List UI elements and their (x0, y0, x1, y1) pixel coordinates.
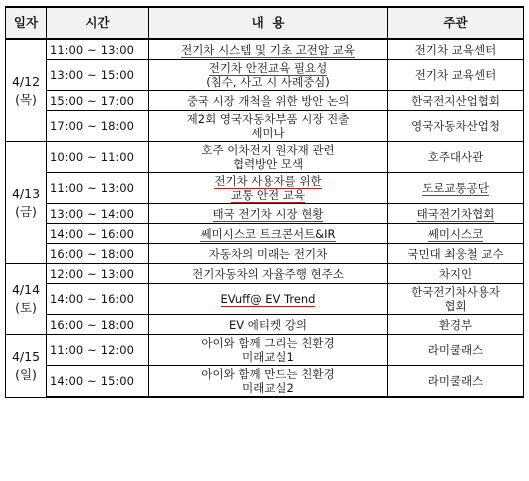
time-start: 11:00 (50, 42, 84, 57)
host-cell (388, 335, 524, 366)
time-cell (47, 244, 149, 264)
time-separator: ~ (87, 226, 97, 241)
table-row (6, 60, 524, 91)
weekday-label: (일) (15, 366, 37, 382)
time-start: 10:00 (50, 150, 84, 164)
content-line: 교통 안전 교육 (231, 188, 305, 202)
table-row (6, 142, 524, 173)
host-line: 쎄미시스코 (427, 226, 484, 241)
content-cell (149, 111, 388, 142)
time-separator: ~ (87, 150, 97, 164)
table-row (6, 111, 524, 142)
time-end: 12:00 (100, 343, 134, 357)
table-row (6, 39, 524, 60)
content-cell (149, 91, 388, 111)
time-end: 17:00 (100, 93, 134, 108)
header-host: 주관 (388, 7, 524, 39)
host-line: 전기차 교육센터 (414, 68, 497, 82)
time-start: 11:00 (50, 181, 84, 195)
host-line: 국민대 최웅철 교수 (407, 246, 504, 261)
time-start: 15:00 (50, 93, 84, 108)
table-row (6, 244, 524, 264)
host-line: 도로교통공단 (422, 181, 489, 195)
host-line: 한국전지산업협회 (411, 93, 500, 108)
header-date: 일자 (6, 7, 47, 39)
table-row (6, 284, 524, 315)
content-cell (149, 173, 388, 204)
event-schedule-table (5, 6, 524, 398)
time-cell (47, 142, 149, 173)
time-separator: ~ (87, 246, 97, 261)
time-start: 16:00 (50, 317, 84, 332)
content-line: 미래교실1 (242, 350, 294, 364)
content-cell (149, 264, 388, 284)
weekday-label: (토) (15, 300, 37, 315)
time-separator: ~ (87, 206, 97, 221)
time-separator: ~ (87, 68, 97, 82)
content-line: 전기차 사용자를 위한 (214, 174, 322, 188)
time-separator: ~ (87, 42, 97, 57)
table-row (6, 91, 524, 111)
host-cell (388, 39, 524, 60)
table-row (6, 224, 524, 244)
schedule-sheet (5, 6, 523, 398)
time-cell (47, 366, 149, 398)
time-end: 18:00 (100, 246, 134, 261)
time-end: 13:00 (100, 266, 134, 281)
time-cell (47, 60, 149, 91)
date-cell-0412 (6, 39, 47, 142)
host-line: 환경부 (438, 317, 473, 332)
time-start: 14:00 (50, 226, 84, 241)
time-separator: ~ (87, 93, 97, 108)
host-line: 라미쿨래스 (427, 374, 484, 388)
host-line: 호주대사관 (427, 150, 484, 164)
table-row (6, 264, 524, 284)
host-line: 한국전기차사용자 (411, 285, 500, 299)
time-separator: ~ (87, 374, 97, 388)
time-end: 16:00 (100, 226, 134, 241)
content-line: 자동차의 미래는 전기차 (208, 246, 328, 261)
host-line: 태국전기차협회 (416, 206, 495, 221)
content-line: 제2회 영국자동차부품 시장 진출 (186, 112, 350, 126)
host-line: 전기차 교육센터 (414, 42, 497, 57)
time-separator: ~ (87, 317, 97, 332)
table-row (6, 204, 524, 224)
time-end: 13:00 (100, 181, 134, 195)
weekday-label: (금) (15, 203, 37, 219)
time-start: 11:00 (50, 343, 84, 357)
date-cell-0413 (6, 142, 47, 264)
time-start: 12:00 (50, 266, 84, 281)
table-row (6, 366, 524, 398)
content-line: 전기차 안전교육 필요성 (208, 61, 328, 75)
host-line: 영국자동차산업청 (411, 119, 500, 133)
host-line: 차지인 (438, 266, 473, 281)
time-end: 11:00 (100, 150, 134, 164)
time-end: 15:00 (100, 374, 134, 388)
host-cell (388, 60, 524, 91)
content-line: 아이와 함께 그리는 친환경 (201, 336, 335, 350)
time-end: 15:00 (100, 68, 134, 82)
time-start: 13:00 (50, 206, 84, 221)
host-cell (388, 366, 524, 398)
time-separator: ~ (87, 343, 97, 357)
date-label: 4/14 (11, 282, 41, 297)
time-cell (47, 284, 149, 315)
content-line: 중국 시장 개척을 위한 방안 논의 (186, 93, 350, 108)
time-cell (47, 204, 149, 224)
content-line: 전기차 시스템 및 기초 고전압 교육 (181, 42, 355, 57)
time-cell (47, 91, 149, 111)
time-separator: ~ (87, 181, 97, 195)
time-cell (47, 264, 149, 284)
content-line: 호주 이차전지 원자재 관련 (201, 143, 335, 157)
time-separator: ~ (87, 119, 97, 133)
time-cell (47, 335, 149, 366)
host-cell (388, 142, 524, 173)
content-cell (149, 60, 388, 91)
time-start: 13:00 (50, 68, 84, 82)
host-cell (388, 204, 524, 224)
content-line: 협력방안 모색 (232, 157, 304, 171)
content-cell (149, 315, 388, 335)
time-cell (47, 39, 149, 60)
content-cell (149, 142, 388, 173)
time-end: 18:00 (100, 119, 134, 133)
host-cell (388, 244, 524, 264)
time-cell (47, 173, 149, 204)
table-row (6, 173, 524, 204)
host-line: 라미쿨래스 (427, 343, 484, 357)
content-line: 세미나 (251, 126, 285, 140)
time-cell (47, 111, 149, 142)
time-end: 13:00 (100, 42, 134, 57)
host-line: 협회 (444, 299, 467, 313)
time-cell (47, 315, 149, 335)
date-cell-0415 (6, 335, 47, 398)
header-row (6, 7, 524, 39)
host-cell (388, 224, 524, 244)
time-end: 14:00 (100, 206, 134, 221)
content-line: 미래교실2 (242, 381, 294, 395)
host-cell (388, 91, 524, 111)
time-start: 14:00 (50, 374, 84, 388)
date-label: 4/13 (11, 185, 41, 201)
header-content: 내 용 (149, 7, 388, 39)
content-line: EVuff@ EV Trend (220, 292, 316, 306)
table-row (6, 335, 524, 366)
host-cell (388, 111, 524, 142)
date-label: 4/15 (11, 348, 41, 364)
date-label: 4/12 (11, 73, 41, 89)
content-cell (149, 244, 388, 264)
host-cell (388, 284, 524, 315)
time-end: 16:00 (100, 292, 134, 306)
content-line: 아이와 함께 만드는 친환경 (201, 367, 335, 381)
time-start: 16:00 (50, 246, 84, 261)
content-line: 태국 전기차 시장 현황 (212, 206, 324, 221)
content-cell (149, 224, 388, 244)
time-start: 17:00 (50, 119, 84, 133)
time-separator: ~ (87, 266, 97, 281)
time-separator: ~ (87, 292, 97, 306)
content-cell (149, 366, 388, 398)
date-cell-0414 (6, 264, 47, 335)
weekday-label: (목) (15, 91, 37, 107)
host-cell (388, 315, 524, 335)
time-end: 18:00 (100, 317, 134, 332)
content-cell (149, 39, 388, 60)
content-cell (149, 335, 388, 366)
time-start: 14:00 (50, 292, 84, 306)
content-line: 쎄미시스코 트크콘서트&IR (200, 226, 336, 241)
content-cell (149, 204, 388, 224)
content-cell (149, 284, 388, 315)
host-cell (388, 264, 524, 284)
content-line: EV 에티켓 강의 (229, 317, 307, 332)
host-cell (388, 173, 524, 204)
content-line: 전기자동차의 자율주행 현주소 (192, 266, 344, 281)
table-row (6, 315, 524, 335)
time-cell (47, 224, 149, 244)
header-time: 시간 (47, 7, 149, 39)
content-line: (침수, 사고 시 사례중심) (206, 75, 330, 89)
